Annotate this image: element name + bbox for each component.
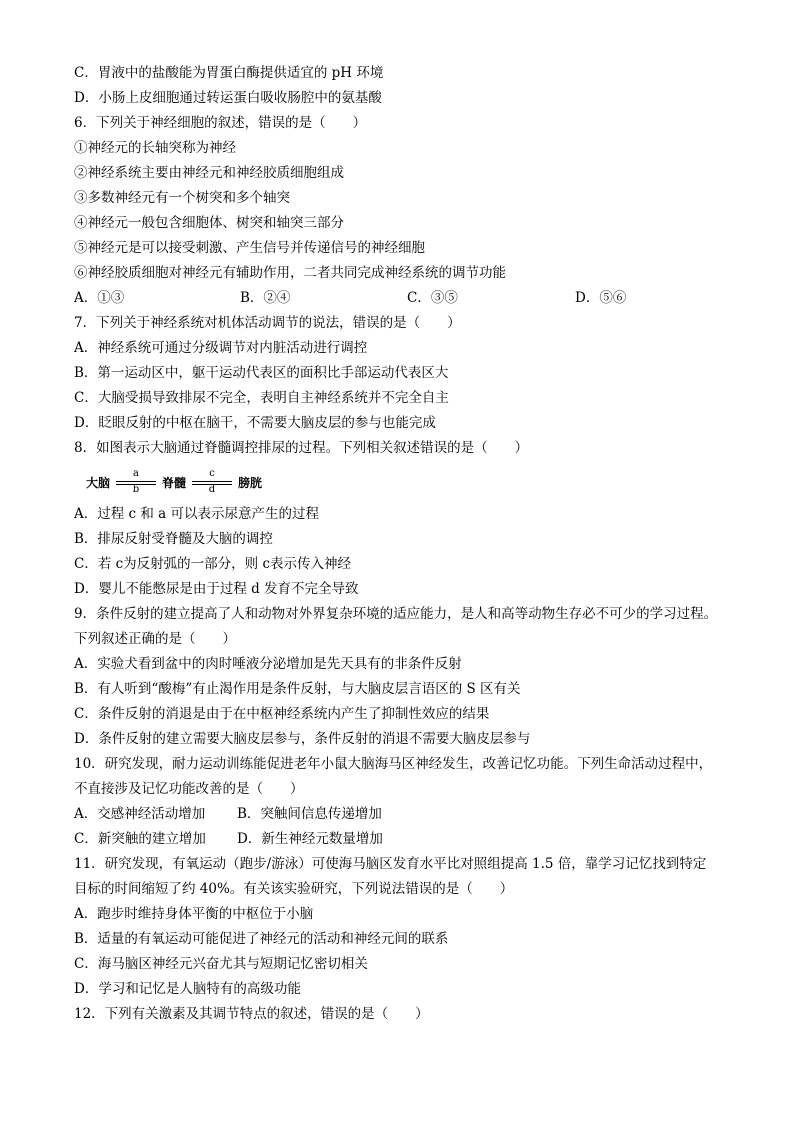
- diagram-node-bladder: 膀胱: [238, 476, 263, 490]
- q8-option-c: C．若 c为反射弧的一部分，则 c表示传入神经: [74, 556, 352, 572]
- arrow-label-d: d: [208, 484, 216, 495]
- q7-option-b: B．第一运动区中，躯干运动代表区的面积比手部运动代表区大: [74, 365, 449, 381]
- q7-option-c: C．大脑受损导致排尿不完全，表明自主神经系统并不完全自主: [74, 390, 449, 406]
- q7-option-a: A．神经系统可通过分级调节对内脏活动进行调控: [74, 340, 368, 356]
- arrow-label-a: a: [133, 468, 139, 479]
- q8-option-d: D．婴儿不能憋尿是由于过程 d 发育不完全导致: [74, 581, 359, 597]
- q10-stem-line1: 10．研究发现，耐力运动训练能促进老年小鼠大脑海马区神经发生，改善记忆功能。下列生命活动过程中，: [74, 756, 713, 772]
- q5-option-d: D．小肠上皮细胞通过转运蛋白吸收肠腔中的氨基酸: [74, 90, 382, 106]
- q6-option-c: C．③⑤: [407, 290, 458, 306]
- q8-option-b: B．排尿反射受脊髓及大脑的调控: [74, 531, 273, 547]
- q6-item-4: ④神经元一般包含细胞体、树突和轴突三部分: [74, 215, 344, 231]
- q9-option-d: D．条件反射的建立需要大脑皮层参与，条件反射的消退不需要大脑皮层参与: [74, 731, 531, 747]
- diagram-node-spinal-cord: 脊髓: [162, 476, 187, 490]
- q7-stem: 7．下列关于神经系统对机体活动调节的说法，错误的是（ ）: [74, 315, 461, 331]
- q6-item-5: ⑤神经元是可以接受刺激、产生信号并传递信号的神经细胞: [74, 240, 425, 256]
- q6-item-6: ⑥神经胶质细胞对神经元有辅助作用，二者共同完成神经系统的调节功能: [74, 265, 506, 281]
- q9-stem-line2: 下列叙述正确的是（ ）: [74, 631, 236, 647]
- q7-option-d: D．眨眼反射的中枢在脑干，不需要大脑皮层的参与也能完成: [74, 415, 436, 431]
- q10-option-a: A．交感神经活动增加: [74, 806, 206, 822]
- q11-stem-line2: 目标的时间缩短了约 40%。有关该实验研究，下列说法错误的是（ ）: [74, 881, 514, 897]
- q11-stem-line1: 11．研究发现，有氧运动（跑步/游泳）可使海马脑区发育水平比对照组提高 1.5 倍，靠学习记忆找到特定: [74, 856, 707, 872]
- q6-option-a: A．①③: [74, 290, 125, 306]
- q6-option-b: B．②④: [240, 290, 291, 306]
- diagram-arrow-c-d: [190, 470, 234, 494]
- diagram-arrow-a-b: [114, 470, 158, 494]
- q6-item-1: ①神经元的长轴突称为神经: [74, 140, 236, 156]
- arrow-label-b: b: [132, 484, 140, 495]
- q9-stem-line1: 9．条件反射的建立提高了人和动物对外界复杂环境的适应能力，是人和高等动物生存必不可少的学习过程。: [74, 606, 718, 622]
- q8-diagram: [74, 468, 334, 496]
- q10-option-b: B．突触间信息传递增加: [237, 806, 382, 822]
- q5-option-c: C．胃液中的盐酸能为胃蛋白酶提供适宜的 pH 环境: [74, 65, 384, 81]
- q11-option-a: A．跑步时维持身体平衡的中枢位于小脑: [74, 906, 314, 922]
- arrow-label-c: c: [209, 468, 215, 479]
- q6-stem: 6．下列关于神经细胞的叙述，错误的是（ ）: [74, 115, 367, 131]
- q8-option-a: A．过程 c 和 a 可以表示尿意产生的过程: [74, 506, 320, 522]
- q10-option-d: D．新生神经元数量增加: [237, 831, 383, 847]
- q9-option-c: C．条件反射的消退是由于在中枢神经系统内产生了抑制性效应的结果: [74, 706, 490, 722]
- diagram-node-brain: 大脑: [86, 476, 111, 490]
- q6-option-d: D．⑤⑥: [575, 290, 627, 306]
- q12-stem: 12．下列有关激素及其调节特点的叙述，错误的是（ ）: [74, 1006, 429, 1022]
- q8-stem: 8．如图表示大脑通过脊髓调控排尿的过程。下列相关叙述错误的是（ ）: [74, 440, 529, 456]
- q9-option-b: B．有人听到“酸梅”有止渴作用是条件反射，与大脑皮层言语区的 S 区有关: [74, 681, 521, 697]
- q10-stem-line2: 不直接涉及记忆功能改善的是（ ）: [74, 781, 304, 797]
- q10-option-c: C．新突触的建立增加: [74, 831, 206, 847]
- q6-item-3: ③多数神经元有一个树突和多个轴突: [74, 190, 290, 206]
- q9-option-a: A．实验犬看到盆中的肉时唾液分泌增加是先天具有的非条件反射: [74, 656, 462, 672]
- q11-option-c: C．海马脑区神经元兴奋尤其与短期记忆密切相关: [74, 956, 368, 972]
- q6-item-2: ②神经系统主要由神经元和神经胶质细胞组成: [74, 165, 344, 181]
- q11-option-b: B．适量的有氧运动可能促进了神经元的活动和神经元间的联系: [74, 931, 449, 947]
- q11-option-d: D．学习和记忆是人脑特有的高级功能: [74, 981, 301, 997]
